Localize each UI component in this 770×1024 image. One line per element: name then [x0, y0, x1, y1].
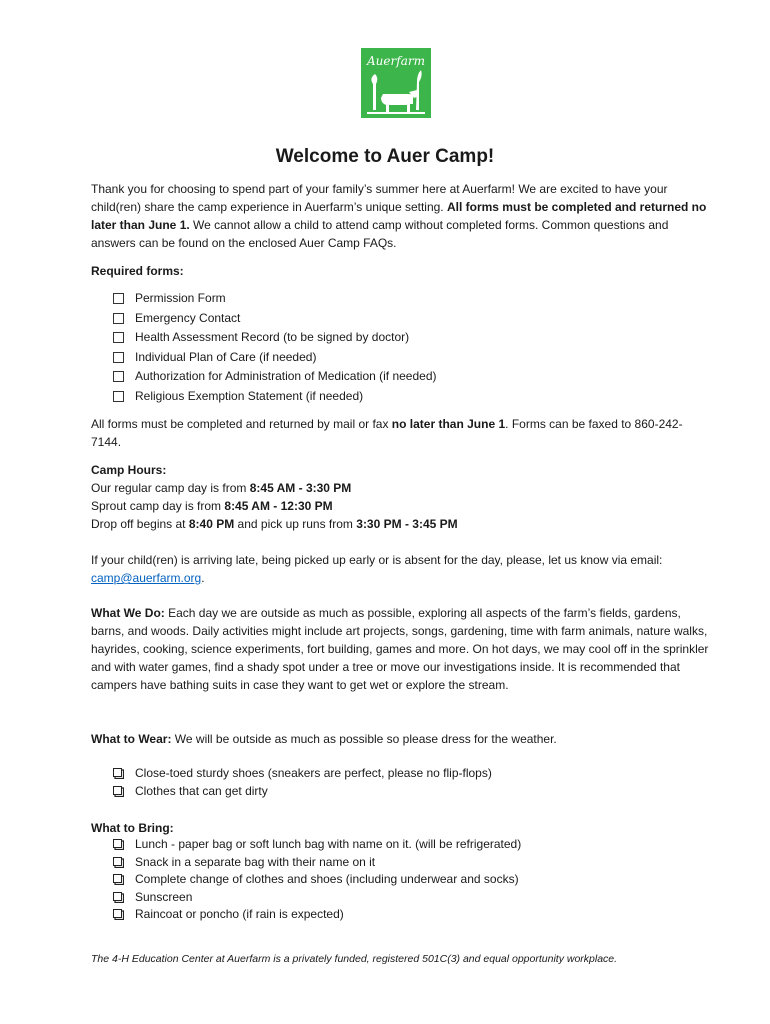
- what-to-bring-list: [113, 836, 521, 924]
- what-we-do-paragraph: What We Do: Each day we are outside as much as possible, exploring all aspects of the farm’s fields, gardens, barns, and woods. Daily activities might include art projects, songs, gardening, time with farm animals, nature walks, hayrides, cooking, science experiments, fort building, games and more. On hot days, we may cool off in the sprinkler and with water games, find a shady spot under a tree or move our investigations inside. It is recommended that campers have bathing suits in case they want to get wet or explore the stream.: [91, 606, 709, 692]
- email-link[interactable]: camp@auerfarm.org: [91, 571, 202, 585]
- list-item: Close-toed sturdy shoes (sneakers are perfect, please no flip-flops): [113, 765, 492, 783]
- checkbox-icon[interactable]: [113, 352, 124, 363]
- list-item: Clothes that can get dirty: [113, 783, 492, 801]
- what-to-wear-paragraph: What to Wear: We will be outside as much as possible so please dress for the weather.: [91, 732, 557, 746]
- list-item: Religious Exemption Statement (if needed): [113, 387, 437, 407]
- checkbox-icon[interactable]: [113, 391, 124, 402]
- logo-wordmark: Auerfarm: [367, 54, 425, 68]
- list-item: Authorization for Administration of Medication (if needed): [113, 367, 437, 387]
- list-item: Complete change of clothes and shoes (including underwear and socks): [113, 871, 521, 889]
- forms-note: All forms must be completed and returned by mail or fax no later than June 1. Forms can be faxed to 860-242-7144.: [91, 417, 683, 449]
- arrow-box-bullet-icon: [113, 839, 124, 850]
- auerfarm-logo: [361, 48, 431, 118]
- intro-text-2: We cannot allow a child to attend camp without completed forms. Common questions and answers can be found on the enclosed Auer Camp FAQs.: [91, 218, 669, 250]
- what-to-bring-heading: What to Bring:: [91, 821, 174, 835]
- checkbox-icon[interactable]: [113, 293, 124, 304]
- list-item: Snack in a separate bag with their name on it: [113, 854, 521, 872]
- what-to-wear-list: [113, 765, 492, 800]
- arrow-box-bullet-icon: [113, 786, 124, 797]
- sprout-hours-line: Sprout camp day is from 8:45 AM - 12:30 PM: [91, 499, 333, 513]
- arrow-box-bullet-icon: [113, 768, 124, 779]
- checkbox-icon[interactable]: [113, 332, 124, 343]
- camp-hours-heading: Camp Hours:: [91, 463, 167, 477]
- intro-paragraph: [91, 180, 711, 252]
- list-item: Permission Form: [113, 289, 437, 309]
- list-item: Sunscreen: [113, 889, 521, 907]
- regular-hours-line: Our regular camp day is from 8:45 AM - 3:30 PM: [91, 481, 352, 495]
- camp-hours-section: [91, 461, 711, 533]
- dropoff-line: Drop off begins at 8:40 PM and pick up runs from 3:30 PM - 3:45 PM: [91, 517, 458, 531]
- list-item: Emergency Contact: [113, 309, 437, 329]
- required-forms-list: [113, 289, 437, 406]
- what-to-wear-label: What to Wear:: [91, 732, 172, 746]
- page-title: Welcome to Auer Camp!: [275, 146, 495, 167]
- list-item: Lunch - paper bag or soft lunch bag with name on it. (will be refrigerated): [113, 836, 521, 854]
- arrow-box-bullet-icon: [113, 874, 124, 885]
- footer-note: The 4-H Education Center at Auerfarm is a privately funded, registered 501C(3) and equal opportunity workplace.: [91, 953, 618, 965]
- intro-text-1: Thank you for choosing to spend part of your family’s summer here at Auerfarm! We are excited to have your child(ren) share the camp experience in Auerfarm’s unique setting.: [91, 182, 668, 214]
- list-item: Health Assessment Record (to be signed by doctor): [113, 328, 437, 348]
- late-note: If your child(ren) is arriving late, being picked up early or is absent for the day, please, let us know via email: camp@auerfarm.org.: [91, 553, 663, 585]
- arrow-box-bullet-icon: [113, 857, 124, 868]
- checkbox-icon[interactable]: [113, 371, 124, 382]
- required-forms-heading: Required forms:: [91, 264, 184, 278]
- arrow-box-bullet-icon: [113, 909, 124, 920]
- list-item: Raincoat or poncho (if rain is expected): [113, 906, 521, 924]
- list-item: Individual Plan of Care (if needed): [113, 348, 437, 368]
- arrow-box-bullet-icon: [113, 892, 124, 903]
- what-we-do-label: What We Do:: [91, 606, 165, 620]
- intro-deadline: All forms must be completed and returned no later than June 1.: [91, 200, 707, 232]
- checkbox-icon[interactable]: [113, 313, 124, 324]
